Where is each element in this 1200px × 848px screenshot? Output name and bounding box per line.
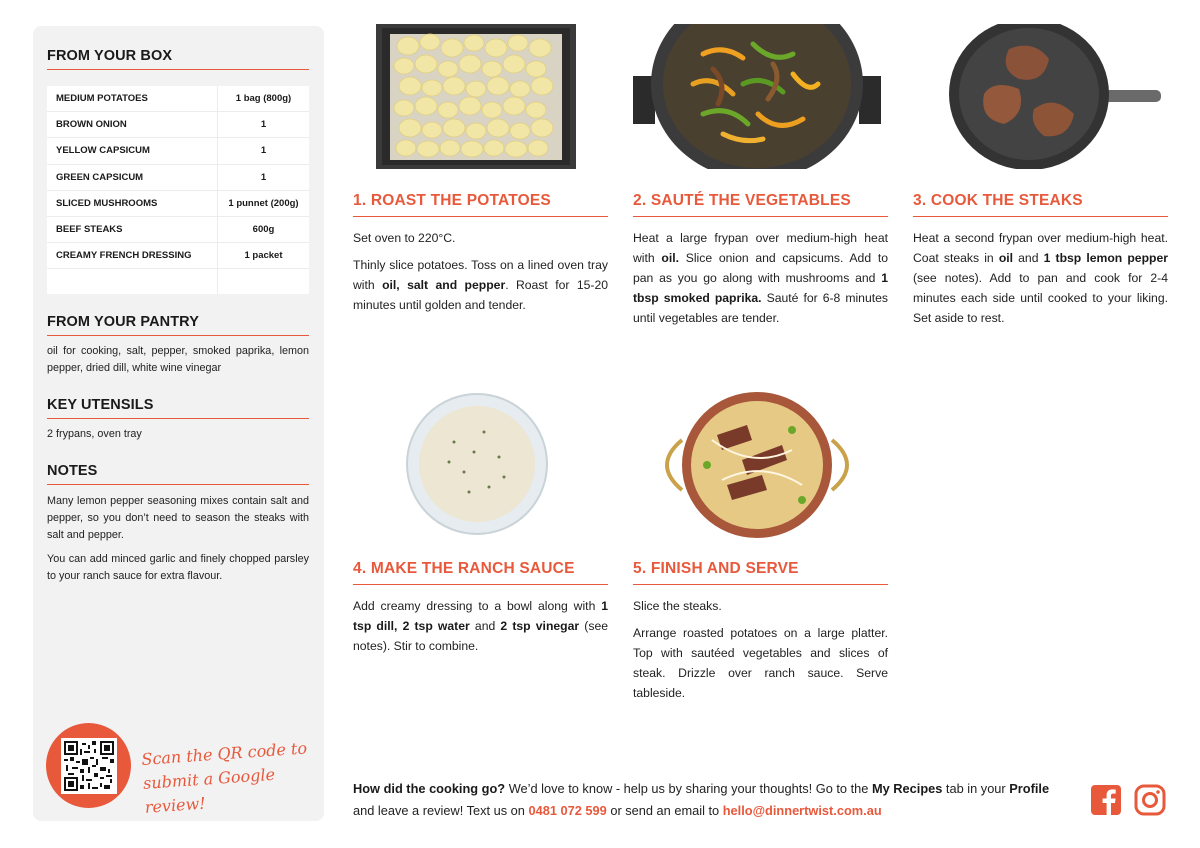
step-1-image [376,24,576,169]
ingredient-qty: 1 [217,165,309,190]
step-4-body [353,596,608,663]
step-3-para: Heat a second frypan over medium-high heat. Coat steaks in oil and 1 tbsp lemon pepper (see notes). Add to pan and cook for 2-4 minutes each side until cooked to your liking. Set aside to rest. [913,231,1168,325]
step-1-para: Set oven to 220°C. [353,231,456,245]
step-4-para: Add creamy dressing to a bowl along with 1 tsp dill, 2 tsp water and 2 tsp vinegar (see notes). Stir to combine. [353,599,608,653]
qr-caption [141,736,316,820]
box-ingredients-table [47,86,309,294]
ingredient-name: BEEF STEAKS [56,224,123,236]
table-row [47,191,309,217]
ingredient-name: MEDIUM POTATOES [56,93,148,105]
note-2: You can add minced garlic and finely chopped parsley to your ranch sauce for extra flavour. [47,553,309,582]
ingredient-qty: 1 [217,138,309,163]
qr-code[interactable] [61,738,117,794]
qr-caption-line: Scan the QR code to [140,738,308,769]
footer-text: We’d love to know - help us by sharing your thoughts! Go to the [505,781,872,796]
pantry-text: oil for cooking, salt, pepper, smoked paprika, lemon pepper, dried dill, white wine vinegar [47,345,309,374]
step-2-image [633,24,881,169]
ingredient-name: BROWN ONION [56,119,127,131]
ingredient-name: YELLOW CAPSICUM [56,145,150,157]
footer-text: tab in your [942,781,1010,796]
step-5-image [652,390,862,540]
table-row [47,243,309,269]
step-1-para: Thinly slice potatoes. Toss on a lined oven tray with oil, salt and pepper. Roast for 15-20 minutes until golden and tender. [353,258,609,312]
footer-question: How did the cooking go? [353,781,506,796]
table-row [47,165,309,191]
footer-review-prompt [353,778,1073,822]
step-5-para: Arrange roasted potatoes on a large platter. Top with sautéed vegetables and slices of steak. Drizzle over ranch sauce. Serve tableside. [633,626,888,700]
table-row [47,138,309,164]
utensils-heading: KEY UTENSILS [47,397,309,419]
step-1-body [353,228,608,322]
step-4-title: 4. MAKE THE RANCH SAUCE [353,560,608,585]
notes-heading: NOTES [47,463,309,485]
qr-caption-line: submit a Google review! [142,764,276,817]
qr-badge [46,723,131,808]
utensils-text: 2 frypans, oven tray [47,428,142,440]
ingredient-qty: 1 [217,112,309,137]
ingredient-qty: 1 punnet (200g) [217,191,309,216]
step-2-body [633,228,888,335]
step-3-body [913,228,1168,335]
sidebar [33,26,324,821]
footer-text: and leave a review! Text us on [353,803,529,818]
email-link[interactable]: hello@dinnertwist.com.au [722,803,882,818]
step-4-image [404,392,550,537]
my-recipes-link[interactable]: My Recipes [871,781,943,796]
step-1-title: 1. ROAST THE POTATOES [353,192,608,217]
table-row-empty [47,269,309,294]
table-row [47,112,309,138]
step-2-title: 2. SAUTÉ THE VEGETABLES [633,192,888,217]
instagram-icon[interactable] [1134,784,1166,816]
note-1: Many lemon pepper seasoning mixes contain salt and pepper, so you don’t need to season the steaks with salt and pepper. [47,495,309,541]
footer-text: or send an email to [606,803,723,818]
phone-link[interactable]: 0481 072 599 [528,803,607,818]
pantry-heading: FROM YOUR PANTRY [47,314,309,336]
step-5-title: 5. FINISH AND SERVE [633,560,888,585]
step-3-title: 3. COOK THE STEAKS [913,192,1168,217]
ingredient-qty: 1 bag (800g) [217,86,309,111]
box-heading: FROM YOUR BOX [47,48,309,70]
ingredient-name: SLICED MUSHROOMS [56,197,158,209]
step-5-body [633,596,888,710]
ingredient-name: GREEN CAPSICUM [56,171,144,183]
ingredient-qty: 1 packet [217,243,309,268]
step-2-para: Heat a large frypan over medium-high heat with oil. Slice onion and capsicums. Add to pan as you go along with mushrooms and 1 tbsp smoked paprika. Sauté for 6-8 minutes until vegetables are tender. [633,231,888,325]
step-3-image [949,24,1161,169]
profile-link[interactable]: Profile [1009,781,1050,796]
step-5-para: Slice the steaks. [633,599,722,613]
facebook-icon[interactable] [1090,784,1122,816]
table-row [47,86,309,112]
ingredient-name: CREAMY FRENCH DRESSING [56,250,192,262]
table-row [47,217,309,243]
ingredient-qty: 600g [217,217,309,242]
